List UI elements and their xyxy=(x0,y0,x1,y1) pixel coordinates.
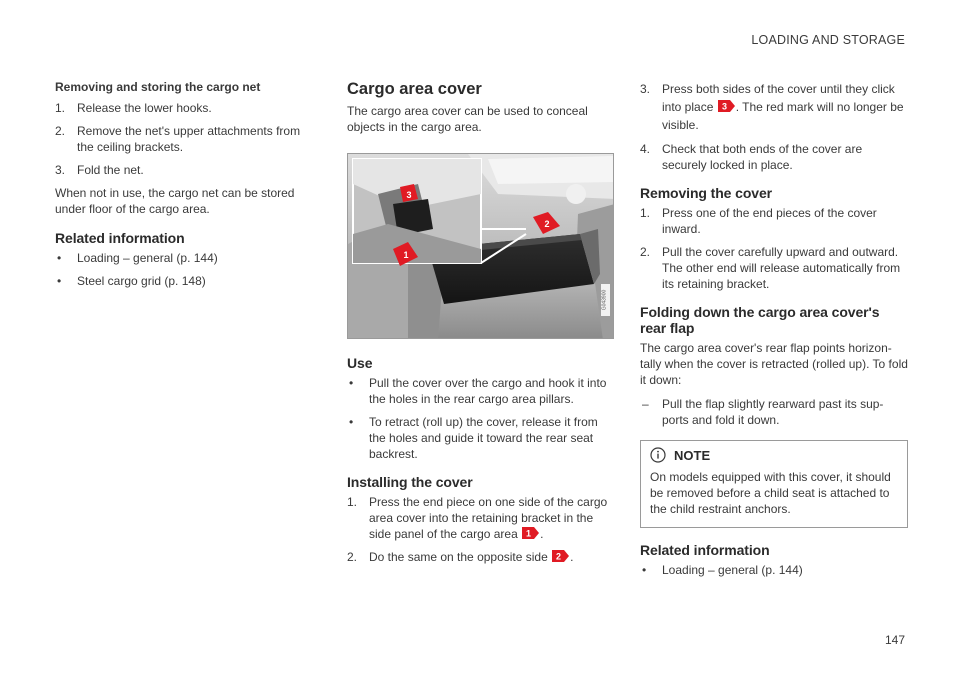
list-item xyxy=(640,80,908,134)
step-number: 2. xyxy=(55,124,66,138)
cargo-cover-intro: The cargo area cover can be used to conceal objects in the cargo area. xyxy=(347,104,588,134)
step-text: Fold the net. xyxy=(77,163,144,177)
step-text: Check that both ends of the cover are securely locked in place. xyxy=(662,142,863,172)
list-item xyxy=(640,141,908,173)
column-cover-continued xyxy=(640,80,908,585)
install-steps-continued xyxy=(640,80,908,173)
column-cargo-net xyxy=(55,80,305,296)
link-text: Steel cargo grid (p. 148) xyxy=(77,274,206,288)
note-box xyxy=(640,440,908,528)
page-number: 147 xyxy=(884,633,905,647)
step-text-end: . The red mark will no longer be visible. xyxy=(662,100,904,132)
page-header: LOADING AND STORAGE xyxy=(751,33,905,47)
bullet: • xyxy=(349,415,354,429)
bullet: • xyxy=(349,376,354,390)
step-text-end: . xyxy=(570,550,574,564)
related-information-heading: Related information xyxy=(640,542,770,558)
folding-rear-flap-heading: Folding down the cargo area cover's rear flap xyxy=(640,304,880,336)
install-steps xyxy=(347,494,615,565)
bullet-text: Pull the cover over the cargo and hook it into the holes in the rear cargo area pillars. xyxy=(369,376,607,406)
list-item xyxy=(55,123,305,155)
step-number: 3. xyxy=(640,82,651,96)
use-bullets xyxy=(347,375,615,462)
column-cargo-area-cover xyxy=(347,80,615,572)
red-arrow-marker-icon xyxy=(552,550,569,562)
step-text: Press the end piece on one side of the cargo area cover into the retaining bracket in the side panel of the cargo area xyxy=(369,495,608,541)
list-item xyxy=(640,205,908,237)
fold-steps xyxy=(640,396,908,428)
step-text: Pull the flap slightly rearward past its sup- ports and fold it down. xyxy=(662,397,884,427)
related-links xyxy=(55,250,305,289)
installing-cover-heading: Installing the cover xyxy=(347,474,473,490)
remove-steps xyxy=(640,205,908,292)
related-links xyxy=(640,562,908,578)
note-text: On models equipped with this cover, it should be removed before a child seat is attached to the child restraint anchors. xyxy=(650,470,891,516)
heading-removing-cargo-net: Removing and storing the cargo net xyxy=(55,80,261,94)
step-number: 2. xyxy=(640,245,651,259)
cargo-cover-illustration xyxy=(347,153,614,339)
folding-rear-flap-text: The cargo area cover's rear flap points horizon- tally when the cover is retracted (rolled up). To fold it down: xyxy=(640,341,908,387)
link-text: Loading – general (p. 144) xyxy=(662,563,803,577)
list-item xyxy=(347,375,615,407)
step-text: Remove the net's upper attachments from the ceiling brackets. xyxy=(77,124,301,154)
svg-text:2: 2 xyxy=(544,219,550,229)
cargo-net-storage-text: When not in use, the cargo net can be stored under floor of the cargo area. xyxy=(55,186,295,216)
svg-text:1: 1 xyxy=(403,250,409,260)
step-number: 1. xyxy=(640,206,651,220)
bullet-text: To retract (roll up) the cover, release it from the holes and guide it toward the rear seat backrest. xyxy=(369,415,598,461)
step-number: 1. xyxy=(347,495,358,509)
step-number: 4. xyxy=(640,142,651,156)
svg-text:3: 3 xyxy=(406,190,412,200)
list-item xyxy=(347,494,615,542)
list-item xyxy=(55,100,305,116)
bullet: • xyxy=(57,251,62,265)
bullet: • xyxy=(642,563,647,577)
svg-text:2: 2 xyxy=(556,551,562,562)
list-item xyxy=(55,162,305,178)
red-arrow-marker-icon xyxy=(718,100,735,112)
bullet: • xyxy=(57,274,62,288)
red-arrow-marker-icon xyxy=(522,527,539,539)
step-number: 3. xyxy=(55,163,66,177)
step-text: Pull the cover carefully upward and outward. The other end will release automatically from its retaining bracket. xyxy=(662,245,901,291)
step-text: Do the same on the opposite side xyxy=(369,550,548,564)
related-link-loading-general[interactable] xyxy=(640,562,908,578)
figure-code: G043900 xyxy=(601,289,608,311)
svg-text:1: 1 xyxy=(526,528,532,539)
dash: – xyxy=(642,397,649,411)
svg-text:3: 3 xyxy=(721,101,727,112)
list-item xyxy=(640,244,908,292)
list-item xyxy=(347,549,615,565)
note-header xyxy=(650,447,898,463)
note-title: NOTE xyxy=(674,447,711,463)
use-heading: Use xyxy=(347,355,373,371)
removing-cover-heading: Removing the cover xyxy=(640,185,773,201)
list-item xyxy=(347,414,615,462)
info-circle-icon xyxy=(650,447,666,463)
related-link-loading-general[interactable] xyxy=(55,250,305,266)
section-title-cargo-area-cover: Cargo area cover xyxy=(347,80,482,98)
link-text: Loading – general (p. 144) xyxy=(77,251,218,265)
cargo-cover-photo xyxy=(348,154,614,339)
related-information-heading: Related information xyxy=(55,230,185,246)
step-number: 2. xyxy=(347,550,358,564)
step-text-end: . xyxy=(540,527,544,541)
cargo-net-steps xyxy=(55,100,305,178)
list-item xyxy=(640,396,908,428)
step-text: Press both sides of the cover until they click into place xyxy=(662,82,895,114)
related-link-steel-cargo-grid[interactable] xyxy=(55,273,305,289)
step-text: Release the lower hooks. xyxy=(77,101,212,115)
step-number: 1. xyxy=(55,101,66,115)
step-text: Press one of the end pieces of the cover inward. xyxy=(662,206,877,236)
